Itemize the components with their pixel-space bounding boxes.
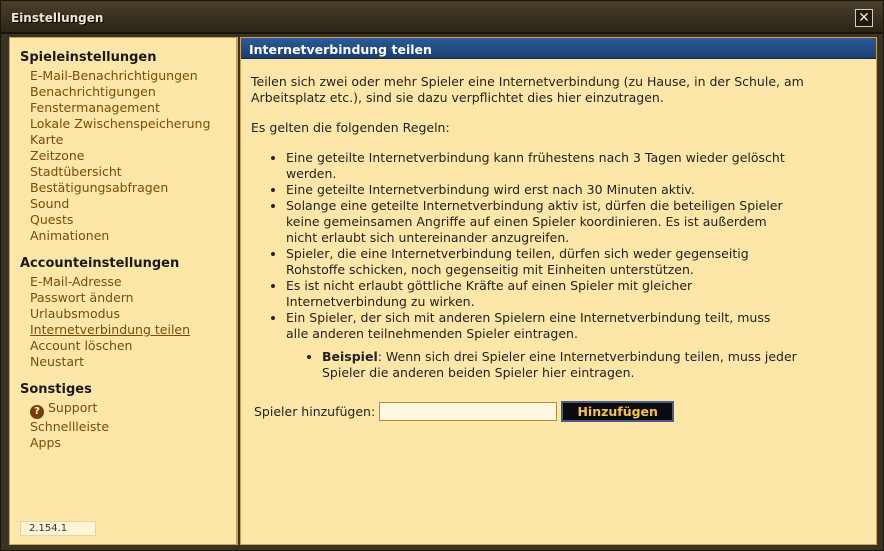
sidebar-item-city-overview[interactable]: Stadtübersicht: [30, 164, 122, 179]
rule-item: • Es ist nicht erlaubt göttliche Kräfte auf einen Spieler mit gleicher Internetverbindung zu wirken.: [286, 278, 796, 310]
sidebar-item-change-password[interactable]: Passwort ändern: [30, 290, 134, 305]
sidebar-item-notifications[interactable]: Benachrichtigungen: [30, 84, 156, 99]
sidebar-item-email-address[interactable]: E-Mail-Adresse: [30, 274, 122, 289]
title-bar: [1, 1, 883, 34]
sidebar-item-apps[interactable]: Apps: [30, 435, 61, 450]
add-player-row: [251, 401, 866, 422]
example-item: [322, 349, 806, 381]
sidebar-item-timezone[interactable]: Zeitzone: [30, 148, 85, 163]
sidebar-item-quests[interactable]: Quests: [30, 212, 74, 227]
intro-text: Teilen sich zwei oder mehr Spieler eine Internetverbindung (zu Hause, in der Schule, am Arbeitsplatz etc.), sind sie dazu verpflichtet dies hier einzutragen.: [251, 74, 804, 105]
rule-item: • Solange eine geteilte Internetverbindung aktiv ist, dürfen die beteiligen Spieler keine gemeinsamen Angriffe auf einen Spieler koordinieren. Es ist außerdem nicht erlaubt sich untereinander anzugreifen.: [286, 198, 796, 246]
section-title-sonstiges: Sonstiges: [20, 382, 92, 397]
panel-title: Internetverbindung teilen: [241, 38, 876, 59]
sidebar-item-restart[interactable]: Neustart: [30, 354, 85, 369]
settings-sidebar: [9, 37, 238, 545]
version-label: 2.154.1: [20, 521, 96, 536]
rules-heading: Es gelten die folgenden Regeln:: [251, 120, 450, 135]
sidebar-item-local-cache[interactable]: Lokale Zwischenspeicherung: [30, 116, 211, 131]
rule-item: • Eine geteilte Internetverbindung kann frühestens nach 3 Tagen wieder gelöscht werden.: [286, 150, 796, 182]
sidebar-item-share-connection[interactable]: Internetverbindung teilen: [30, 322, 191, 337]
rule-item: • Spieler, die eine Internetverbindung teilen, dürfen sich weder gegenseitig Rohstoffe schicken, noch gegenseitig mit Einheiten unterstützen.: [286, 246, 796, 278]
example-text: : Wenn sich drei Spieler eine Internetverbindung teilen, muss jeder Spieler die anderen beiden Spieler hier eintragen.: [322, 349, 797, 380]
rule-item-text: Ein Spieler, der sich mit anderen Spielern eine Internetverbindung teilt, muss alle anderen teilnehmenden Spieler eintragen.: [286, 310, 771, 341]
sidebar-item-vacation-mode[interactable]: Urlaubsmodus: [30, 306, 120, 321]
sidebar-item-support[interactable]: [10, 400, 236, 419]
sidebar-item-email-notifications[interactable]: E-Mail-Benachrichtigungen: [30, 68, 198, 83]
close-icon[interactable]: ✕: [855, 9, 873, 27]
sidebar-item-support-label: Support: [48, 400, 98, 415]
section-title-accounteinstellungen: Accounteinstellungen: [20, 256, 180, 271]
rules-list: [251, 150, 796, 381]
sidebar-item-animations[interactable]: Animationen: [30, 228, 110, 243]
sidebar-item-quickbar[interactable]: Schnellleiste: [30, 419, 110, 434]
add-player-label: Spieler hinzufügen:: [254, 403, 376, 419]
example-label: Beispiel: [322, 349, 378, 364]
panel-body: [241, 59, 876, 422]
sidebar-item-window-management[interactable]: Fenstermanagement: [30, 100, 160, 115]
section-title-spieleinstellungen: Spieleinstellungen: [20, 50, 157, 65]
sidebar-item-delete-account[interactable]: Account löschen: [30, 338, 133, 353]
sidebar-item-confirmations[interactable]: Bestätigungsabfragen: [30, 180, 169, 195]
sidebar-item-sound[interactable]: Sound: [30, 196, 70, 211]
add-player-input[interactable]: [379, 402, 557, 421]
help-icon: ?: [30, 405, 44, 419]
rule-item: • Eine geteilte Internetverbindung wird erst nach 30 Minuten aktiv.: [286, 182, 796, 198]
window-title: Einstellungen: [11, 11, 104, 25]
add-player-button[interactable]: Hinzufügen: [561, 401, 674, 422]
sidebar-item-map[interactable]: Karte: [30, 132, 64, 147]
example-list: [286, 349, 806, 381]
rule-item: [286, 310, 796, 381]
main-panel: [240, 37, 877, 545]
